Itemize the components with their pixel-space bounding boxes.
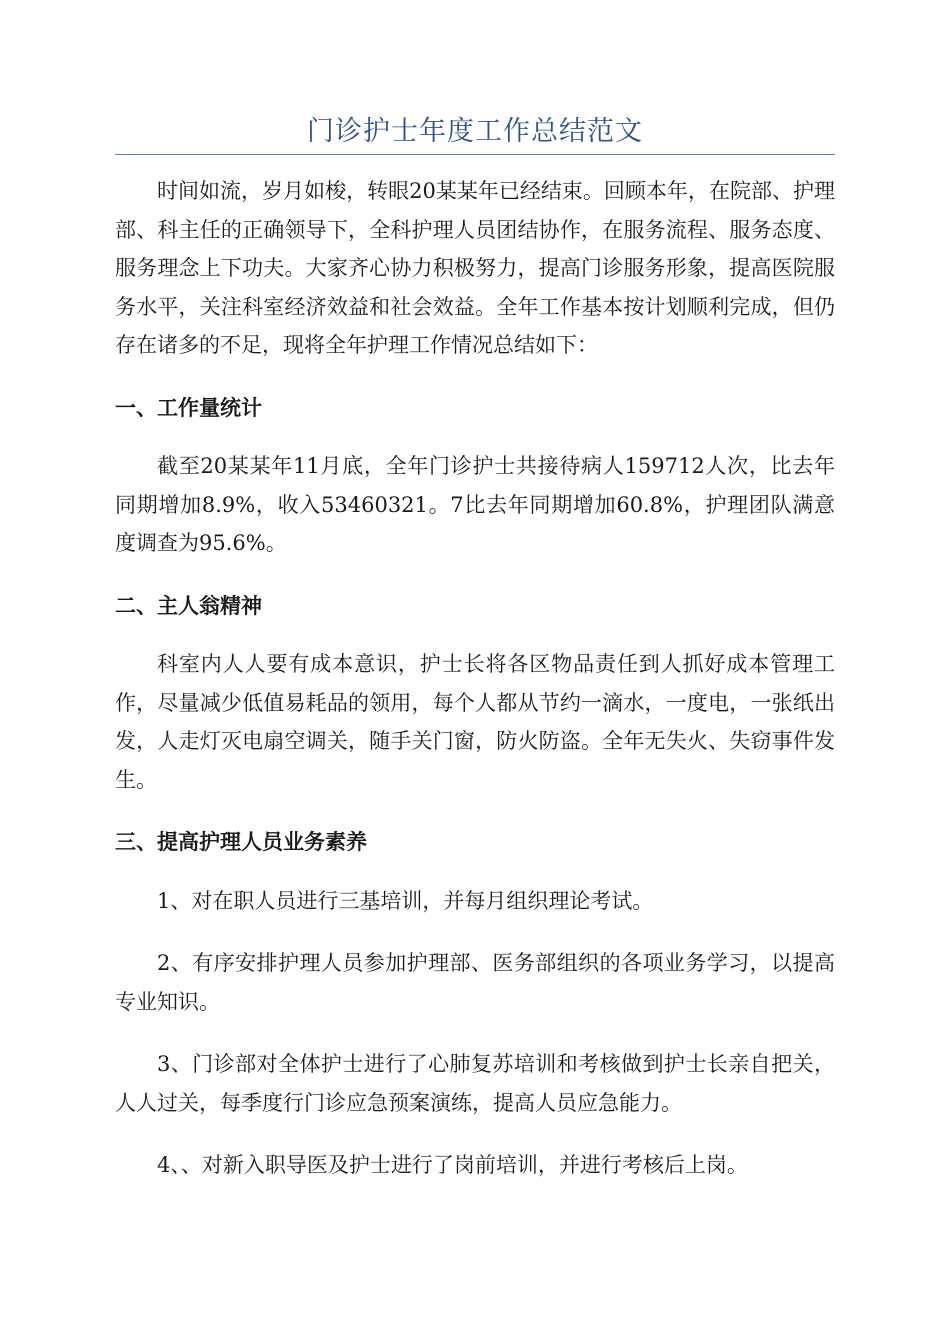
training-item-1: 1、对在职人员进行三基培训，并每月组织理论考试。 [157,888,654,913]
training-item-3: 3、门诊部对全体护士进行了心肺复苏培训和考核做到护士长亲自把关，人人过关，每季度行门诊应急预案演练，提高人员应急能力。 [115,1052,835,1115]
document-title: 门诊护士年度工作总结范文 [307,116,643,147]
document-body [115,172,835,1185]
training-item-2: 2、有序安排护理人员参加护理部、医务部组织的各项业务学习，以提高专业知识。 [115,951,835,1014]
section-heading-ownership: 二、主人翁精神 [115,592,262,618]
title-underline [115,154,835,155]
ownership-paragraph: 科室内人人要有成本意识，护士长将各区物品责任到人抓好成本管理工作，尽量减少低值易耗品的领用，每个人都从节约一滴水，一度电，一张纸出发，人走灯灭电扇空调关，随手关门窗，防火防盗。全年无失火、失窃事件发生。 [115,652,835,792]
training-item-4: 4、、对新入职导医及护士进行了岗前培训，并进行考核后上岗。 [157,1153,748,1177]
workload-paragraph: 截至20某某年11月底，全年门诊护士共接待病人159712人次，比去年同期增加8.9%，收入53460321。7比去年同期增加60.8%，护理团队满意度调查为95.6%。 [115,454,835,555]
section-heading-training: 三、提高护理人员业务素养 [115,829,367,854]
section-heading-workload: 一、工作量统计 [115,394,262,420]
intro-paragraph: 时间如流，岁月如梭，转眼20某某年已经结束。回顾本年，在院部、护理部、科主任的正确领导下，全科护理人员团结协作，在服务流程、服务态度、服务理念上下功夫。大家齐心协力积极努力，提高门诊服务形象，提高医院服务水平，关注科室经济效益和社会效益。全年工作基本按计划顺利完成，但仍存在诸多的不足，现将全年护理工作情况总结如下： [115,179,835,357]
